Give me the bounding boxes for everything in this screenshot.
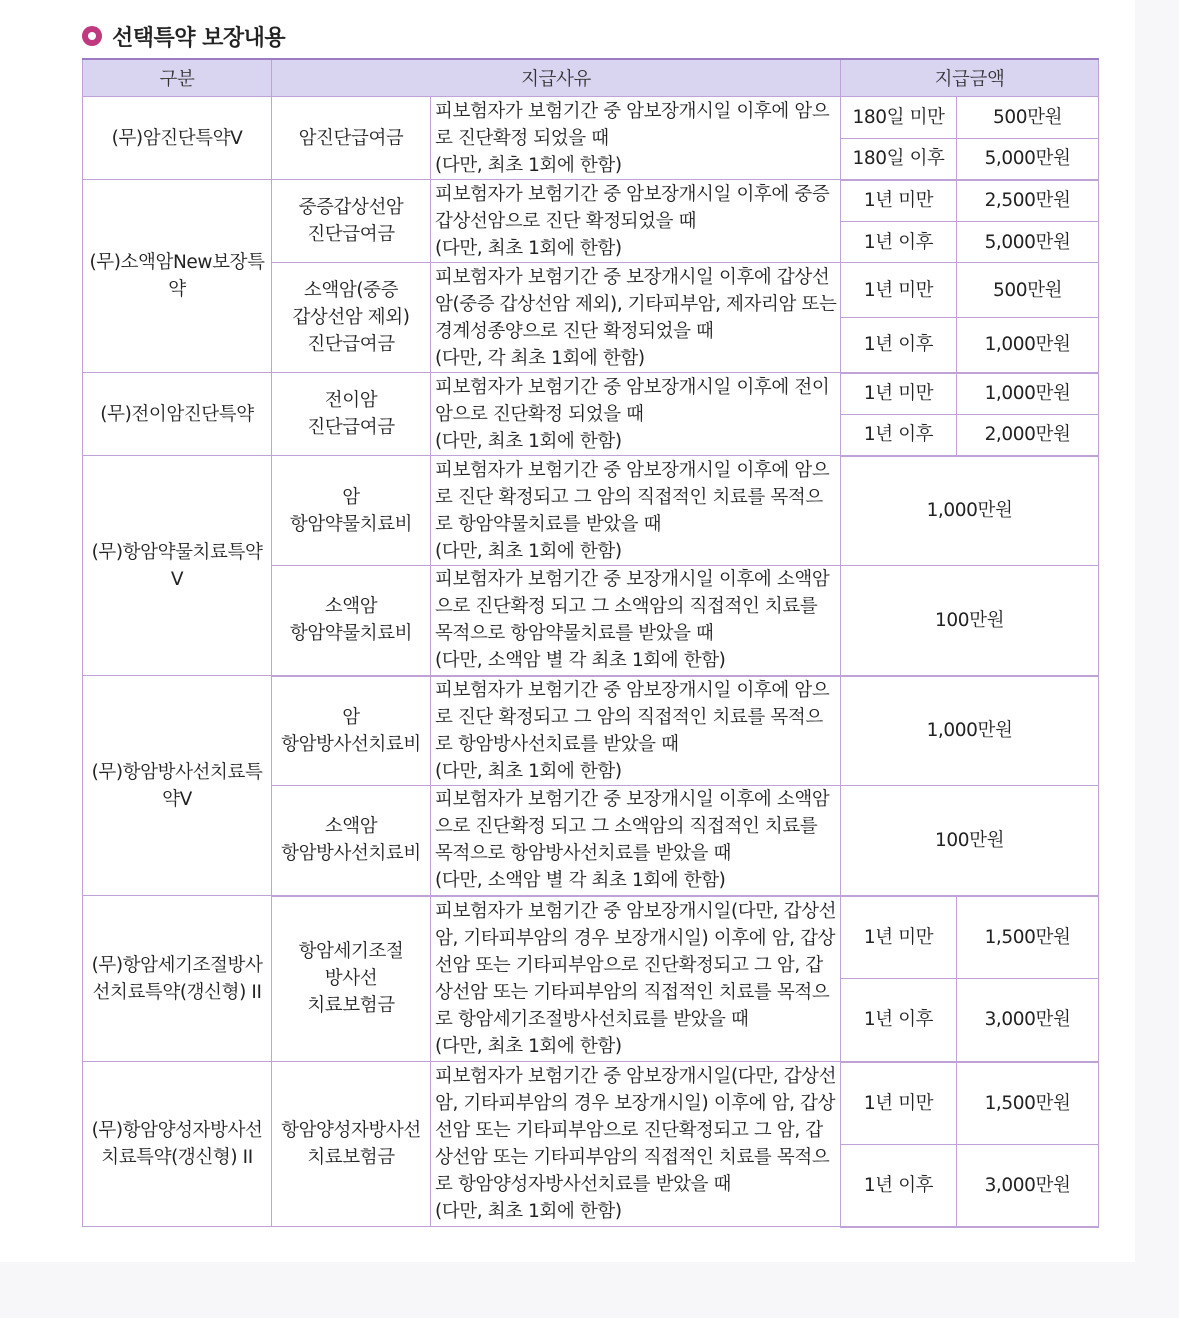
rider-name: (무)암진단특약V <box>83 97 272 180</box>
payment-reason: 피보험자가 보험기간 중 암보장개시일 이후에 암으 로 진단 확정되고 그 암의 직접적인 치료를 목적으 로 항암약물치료를 받았을 때 (다만, 최초 1회에 한함) <box>431 456 841 566</box>
benefit-name: 암진단급여금 <box>272 97 431 180</box>
rider-name: (무)항암세기조절방사 선치료특약(갱신형) II <box>83 896 272 1062</box>
amount-cell: 1,000만원 <box>841 676 1099 786</box>
header-amount: 지급금액 <box>841 59 1099 97</box>
benefit-name: 전이암 진단급여금 <box>272 373 431 456</box>
amount-cell: 500만원 <box>957 263 1099 318</box>
table-row <box>83 180 1099 222</box>
table-row <box>83 97 1099 139</box>
period-cell: 1년 이후 <box>841 1145 957 1227</box>
payment-reason: 피보험자가 보험기간 중 암보장개시일(다만, 갑상선 암, 기타피부암의 경우 보장개시일) 이후에 암, 갑상 선암 또는 기타피부암으로 진단확정되고 그 암, 갑 상선암 또는 기타피부암의 직접적인 치료를 목적으 로 항암세기조절방사선치료를 받았을 때 (다만, 최초 1회에 한함) <box>431 896 841 1062</box>
payment-reason: 피보험자가 보험기간 중 암보장개시일 이후에 암으 로 진단 확정되고 그 암의 직접적인 치료를 목적으 로 항암방사선치료를 받았을 때 (다만, 최초 1회에 한함) <box>431 676 841 786</box>
period-cell: 1년 미만 <box>841 263 957 318</box>
rider-name: (무)항암방사선치료특 약V <box>83 676 272 896</box>
payment-reason: 피보험자가 보험기간 중 암보장개시일 이후에 중증 갑상선암으로 진단 확정되었을 때 (다만, 최초 1회에 한함) <box>431 180 841 263</box>
table-row <box>83 1062 1099 1145</box>
header-category: 구분 <box>83 59 272 97</box>
amount-cell: 1,500만원 <box>957 1062 1099 1145</box>
table-row <box>83 456 1099 566</box>
rider-name: (무)전이암진단특약 <box>83 373 272 456</box>
period-cell: 1년 미만 <box>841 180 957 222</box>
right-margin <box>1135 0 1179 1318</box>
coverage-table <box>82 58 1099 1228</box>
amount-cell: 1,000만원 <box>841 456 1099 566</box>
period-cell: 1년 미만 <box>841 896 957 979</box>
period-cell: 1년 미만 <box>841 373 957 415</box>
benefit-name: 항암세기조절 방사선 치료보험금 <box>272 896 431 1062</box>
period-cell: 1년 이후 <box>841 979 957 1062</box>
payment-reason: 피보험자가 보험기간 중 암보장개시일(다만, 갑상선 암, 기타피부암의 경우 보장개시일) 이후에 암, 갑상 선암 또는 기타피부암으로 진단확정되고 그 암, 갑 상선암 또는 기타피부암의 직접적인 치료를 목적으 로 항암양성자방사선치료를 받았을 때 (다만, 최초 1회에 한함) <box>431 1062 841 1227</box>
amount-cell: 3,000만원 <box>957 979 1099 1062</box>
header-reason: 지급사유 <box>272 59 841 97</box>
benefit-name: 소액암(중증 갑상선암 제외) 진단급여금 <box>272 263 431 373</box>
rider-name: (무)소액암New보장특 약 <box>83 180 272 373</box>
rider-name: (무)항암양성자방사선 치료특약(갱신형) II <box>83 1062 272 1227</box>
period-cell: 1년 이후 <box>841 222 957 263</box>
period-cell: 180일 미만 <box>841 97 957 139</box>
amount-cell: 3,000만원 <box>957 1145 1099 1227</box>
benefit-name: 중증갑상선암 진단급여금 <box>272 180 431 263</box>
benefit-name: 소액암 항암약물치료비 <box>272 566 431 676</box>
amount-cell: 1,000만원 <box>957 318 1099 373</box>
table-row <box>83 896 1099 979</box>
payment-reason: 피보험자가 보험기간 중 보장개시일 이후에 소액암 으로 진단확정 되고 그 소액암의 직접적인 치료를 목적으로 항암방사선치료를 받았을 때 (다만, 소액암 별 각 최초 1회에 한함) <box>431 786 841 896</box>
amount-cell: 5,000만원 <box>957 139 1099 180</box>
amount-cell: 5,000만원 <box>957 222 1099 263</box>
benefit-name: 암 항암방사선치료비 <box>272 676 431 786</box>
bullet-icon <box>82 26 102 46</box>
period-cell: 180일 이후 <box>841 139 957 180</box>
payment-reason: 피보험자가 보험기간 중 보장개시일 이후에 소액암 으로 진단확정 되고 그 소액암의 직접적인 치료를 목적으로 항암약물치료를 받았을 때 (다만, 소액암 별 각 최초 1회에 한함) <box>431 566 841 676</box>
rider-name: (무)항암약물치료특약 V <box>83 456 272 676</box>
period-cell: 1년 이후 <box>841 318 957 373</box>
bottom-margin <box>0 1262 1179 1318</box>
amount-cell: 500만원 <box>957 97 1099 139</box>
table-row <box>83 373 1099 415</box>
table-row <box>83 676 1099 786</box>
period-cell: 1년 미만 <box>841 1062 957 1145</box>
amount-cell: 1,000만원 <box>957 373 1099 415</box>
payment-reason: 피보험자가 보험기간 중 암보장개시일 이후에 암으 로 진단확정 되었을 때 (다만, 최초 1회에 한함) <box>431 97 841 180</box>
amount-cell: 100만원 <box>841 566 1099 676</box>
amount-cell: 2,500만원 <box>957 180 1099 222</box>
period-cell: 1년 이후 <box>841 415 957 456</box>
amount-cell: 2,000만원 <box>957 415 1099 456</box>
amount-cell: 100만원 <box>841 786 1099 896</box>
benefit-name: 암 항암약물치료비 <box>272 456 431 566</box>
payment-reason: 피보험자가 보험기간 중 보장개시일 이후에 갑상선 암(중증 갑상선암 제외), 기타피부암, 제자리암 또는 경계성종양으로 진단 확정되었을 때 (다만, 각 최초 1회에 한함) <box>431 263 841 373</box>
header-row <box>83 59 1099 97</box>
section-title: 선택특약 보장내용 <box>112 25 286 51</box>
benefit-name: 소액암 항암방사선치료비 <box>272 786 431 896</box>
benefit-name: 항암양성자방사선 치료보험금 <box>272 1062 431 1227</box>
payment-reason: 피보험자가 보험기간 중 암보장개시일 이후에 전이 암으로 진단확정 되었을 때 (다만, 최초 1회에 한함) <box>431 373 841 456</box>
amount-cell: 1,500만원 <box>957 896 1099 979</box>
section-heading <box>82 20 285 52</box>
